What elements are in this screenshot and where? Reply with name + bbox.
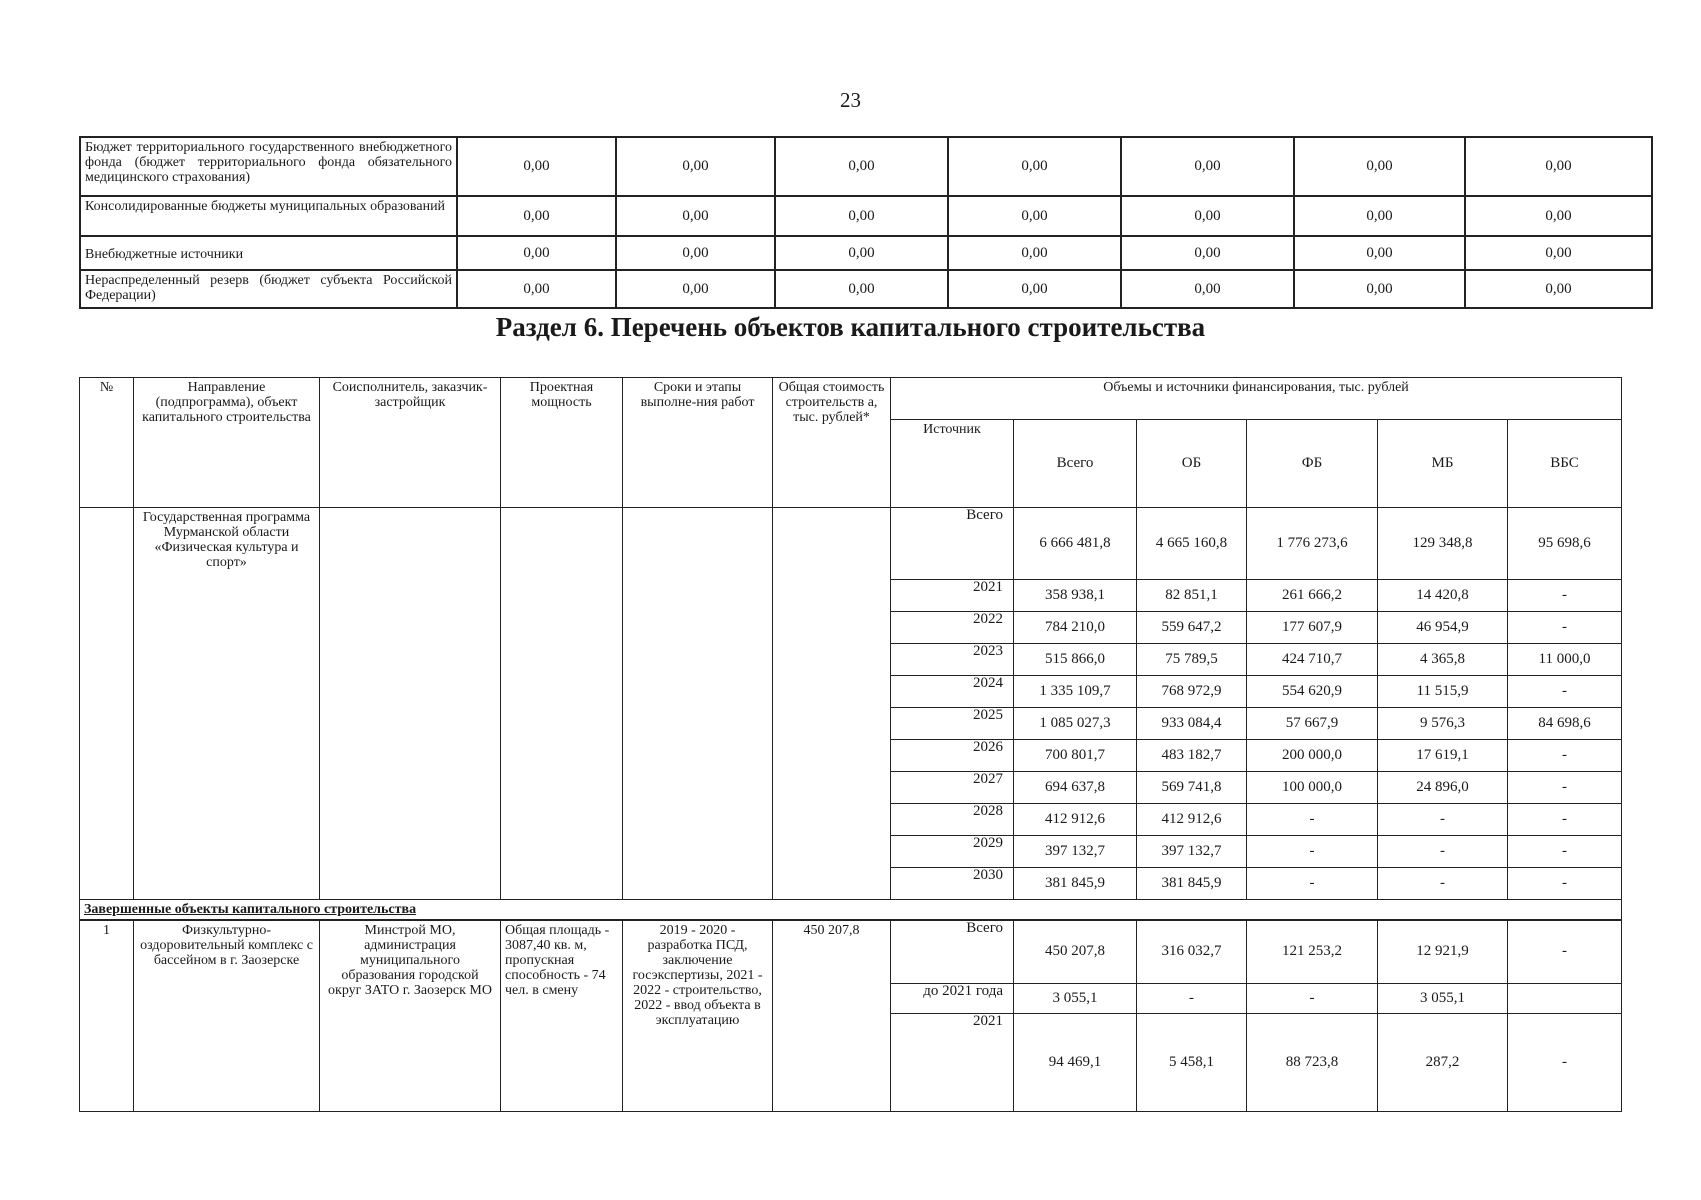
vbs-cell: - [1508,920,1622,984]
source-cell: 2028 [891,804,1014,836]
fb-cell: - [1247,868,1378,900]
mb-cell: 11 515,9 [1378,676,1508,708]
fb-cell: 424 710,7 [1247,644,1378,676]
source-cell: 2030 [891,868,1014,900]
fb-cell: 1 776 273,6 [1247,508,1378,580]
program-coexecutor [320,508,501,900]
vbs-cell: - [1508,676,1622,708]
vbs-cell: - [1508,836,1622,868]
budget-value: 0,00 [1121,137,1294,196]
total-cell: 6 666 481,8 [1014,508,1137,580]
object-coexecutor: Минстрой МО, администрация муниципального образования городской округ ЗАТО г. Заозерск МО [320,920,501,1112]
total-cell: 381 845,9 [1014,868,1137,900]
budget-value: 0,00 [948,270,1121,308]
budget-sources-table [79,136,1653,309]
source-cell: 2027 [891,772,1014,804]
fb-cell: 88 723,8 [1247,1014,1378,1112]
vbs-cell: - [1508,772,1622,804]
ob-cell: 933 084,4 [1137,708,1247,740]
budget-row [80,270,1652,308]
total-cell: 694 637,8 [1014,772,1137,804]
header-ob: ОБ [1137,420,1247,508]
capital-construction-table [79,377,1622,1112]
fb-cell: - [1247,836,1378,868]
budget-value: 0,00 [1121,270,1294,308]
vbs-cell: 84 698,6 [1508,708,1622,740]
header-coexecutor: Соисполнитель, заказчик-застройщик [320,378,501,508]
total-cell: 94 469,1 [1014,1014,1137,1112]
program-terms [623,508,773,900]
ob-cell: 559 647,2 [1137,612,1247,644]
vbs-cell: - [1508,868,1622,900]
header-vbs: ВБС [1508,420,1622,508]
section-title: Раздел 6. Перечень объектов капитального строительства [495,312,1206,342]
object-num: 1 [80,920,134,1112]
budget-value: 0,00 [1465,137,1652,196]
budget-value: 0,00 [1465,270,1652,308]
ob-cell: 4 665 160,8 [1137,508,1247,580]
vbs-cell [1508,984,1622,1014]
source-cell: 2023 [891,644,1014,676]
ob-cell: 412 912,6 [1137,804,1247,836]
budget-value: 0,00 [457,137,616,196]
total-cell: 3 055,1 [1014,984,1137,1014]
budget-value: 0,00 [775,196,948,236]
fb-cell: - [1247,804,1378,836]
program-row [80,508,1622,580]
total-cell: 397 132,7 [1014,836,1137,868]
mb-cell: 12 921,9 [1378,920,1508,984]
fb-cell: 177 607,9 [1247,612,1378,644]
header-direction: Направление (подпрограмма), объект капитального строительства [134,378,320,508]
vbs-cell: 11 000,0 [1508,644,1622,676]
header-row [80,378,1622,420]
budget-value: 0,00 [1294,236,1465,270]
header-num: № [80,378,134,508]
budget-value: 0,00 [616,196,775,236]
ob-cell: 397 132,7 [1137,836,1247,868]
budget-row-label: Консолидированные бюджеты муниципальных образований [80,196,457,236]
mb-cell: 14 420,8 [1378,580,1508,612]
mb-cell: 129 348,8 [1378,508,1508,580]
total-cell: 515 866,0 [1014,644,1137,676]
fb-cell: 100 000,0 [1247,772,1378,804]
fb-cell: 57 667,9 [1247,708,1378,740]
vbs-cell: - [1508,612,1622,644]
program-capacity [501,508,623,900]
budget-value: 0,00 [1121,236,1294,270]
budget-value: 0,00 [1294,270,1465,308]
budget-row-label: Нераспределенный резерв (бюджет субъекта Российской Федерации) [80,270,457,308]
vbs-cell: - [1508,580,1622,612]
vbs-cell: 95 698,6 [1508,508,1622,580]
header-total-cost: Общая стоимость строительств а, тыс. рублей* [773,378,891,508]
total-cell: 358 938,1 [1014,580,1137,612]
object-capacity: Общая площадь - 3087,40 кв. м, пропускная способность - 74 чел. в смену [501,920,623,1112]
budget-value: 0,00 [1294,137,1465,196]
vbs-cell: - [1508,804,1622,836]
total-cell: 1 085 027,3 [1014,708,1137,740]
budget-value: 0,00 [775,270,948,308]
program-name: Государственная программа Мурманской области «Физическая культура и спорт» [134,508,320,900]
budget-row [80,196,1652,236]
source-cell: 2029 [891,836,1014,868]
budget-value: 0,00 [948,196,1121,236]
mb-cell: 9 576,3 [1378,708,1508,740]
mb-cell: 3 055,1 [1378,984,1508,1014]
ob-cell: 5 458,1 [1137,1014,1247,1112]
budget-value: 0,00 [616,137,775,196]
total-cell: 1 335 109,7 [1014,676,1137,708]
header-source: Источник [891,420,1014,508]
budget-value: 0,00 [616,236,775,270]
budget-row-label: Бюджет территориального государственного внебюджетного фонда (бюджет территориального фонда обязательного медицинского страхования) [80,137,457,196]
budget-value: 0,00 [1465,236,1652,270]
mb-cell: 46 954,9 [1378,612,1508,644]
fb-cell: 554 620,9 [1247,676,1378,708]
vbs-cell: - [1508,1014,1622,1112]
header-capacity: Проектная мощность [501,378,623,508]
mb-cell: - [1378,804,1508,836]
source-cell: 2026 [891,740,1014,772]
header-mb: МБ [1378,420,1508,508]
object-row [80,920,1622,984]
header-total: Всего [1014,420,1137,508]
budget-row [80,137,1652,196]
budget-row [80,236,1652,270]
budget-value: 0,00 [948,236,1121,270]
vbs-cell: - [1508,740,1622,772]
source-cell: Всего [891,508,1014,580]
ob-cell: 82 851,1 [1137,580,1247,612]
ob-cell: 768 972,9 [1137,676,1247,708]
page-number: 23 [840,88,861,112]
source-cell: 2024 [891,676,1014,708]
source-cell: 2025 [891,708,1014,740]
budget-value: 0,00 [1294,196,1465,236]
mb-cell: 287,2 [1378,1014,1508,1112]
header-fb: ФБ [1247,420,1378,508]
fb-cell: 200 000,0 [1247,740,1378,772]
ob-cell: 483 182,7 [1137,740,1247,772]
budget-value: 0,00 [1465,196,1652,236]
object-total-cost: 450 207,8 [773,920,891,1112]
header-financing: Объемы и источники финансирования, тыс. рублей [891,378,1622,420]
program-num [80,508,134,900]
budget-value: 0,00 [457,270,616,308]
mb-cell: 24 896,0 [1378,772,1508,804]
budget-value: 0,00 [457,196,616,236]
source-cell: 2022 [891,612,1014,644]
ob-cell: 316 032,7 [1137,920,1247,984]
source-cell: до 2021 года [891,984,1014,1014]
header-terms: Сроки и этапы выполне-ния работ [623,378,773,508]
mb-cell: - [1378,868,1508,900]
total-cell: 784 210,0 [1014,612,1137,644]
ob-cell: 569 741,8 [1137,772,1247,804]
total-cell: 412 912,6 [1014,804,1137,836]
fb-cell: 261 666,2 [1247,580,1378,612]
source-cell: Всего [891,920,1014,984]
total-cell: 700 801,7 [1014,740,1137,772]
object-name: Физкультурно-оздоровительный комплекс с бассейном в г. Заозерске [134,920,320,1112]
mb-cell: 4 365,8 [1378,644,1508,676]
budget-value: 0,00 [775,236,948,270]
budget-row-label: Внебюджетные источники [80,236,457,270]
budget-value: 0,00 [616,270,775,308]
total-cell: 450 207,8 [1014,920,1137,984]
program-total-cost [773,508,891,900]
budget-value: 0,00 [457,236,616,270]
ob-cell: - [1137,984,1247,1014]
fb-cell: - [1247,984,1378,1014]
subsection-row [80,900,1622,920]
mb-cell: - [1378,836,1508,868]
ob-cell: 381 845,9 [1137,868,1247,900]
object-terms: 2019 - 2020 - разработка ПСД, заключение госэкспертизы, 2021 - 2022 - строительство, 2022 - ввод объекта в эксплуатацию [623,920,773,1112]
completed-objects-title: Завершенные объекты капитального строительства [80,900,1622,920]
source-cell: 2021 [891,580,1014,612]
ob-cell: 75 789,5 [1137,644,1247,676]
mb-cell: 17 619,1 [1378,740,1508,772]
fb-cell: 121 253,2 [1247,920,1378,984]
budget-value: 0,00 [775,137,948,196]
budget-value: 0,00 [1121,196,1294,236]
budget-value: 0,00 [948,137,1121,196]
source-cell: 2021 [891,1014,1014,1112]
